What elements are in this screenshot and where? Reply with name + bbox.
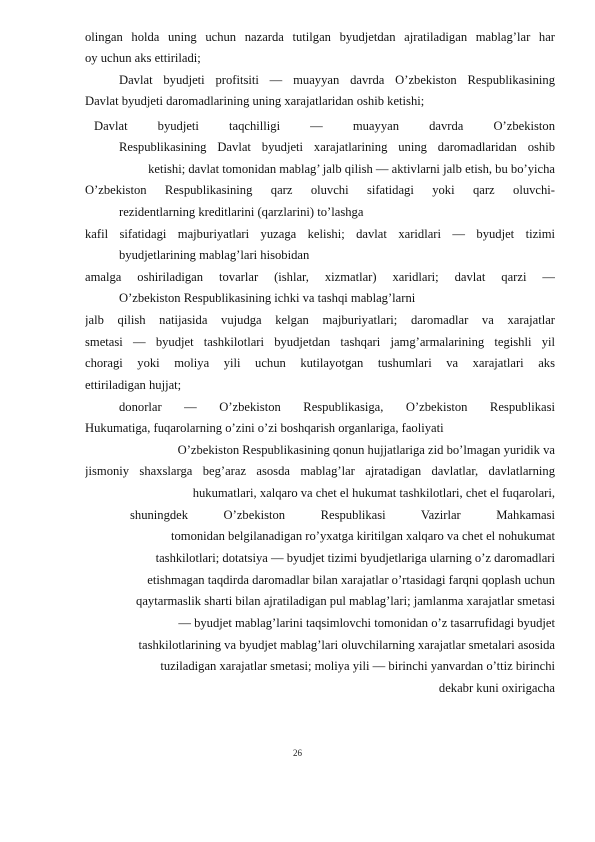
text-line: amalga oshiriladigan tovarlar (ishlar, xizmatlar) xaridlari; davlat qarzi — — [85, 270, 555, 284]
text-line: donorlar — O’zbekiston Respublikasiga, O’zbekiston Respublikasi — [119, 400, 555, 414]
text-line: olingan holda uning uchun nazarda tutilgan byudjetdan ajratiladigan mablag’lar har — [85, 30, 555, 44]
text-line: O’zbekiston Respublikasining ichki va tashqi mablag’larni — [119, 291, 416, 305]
text-line: jismoniy shaxslarga beg’araz asosda mablag’lar ajratadigan davlatlar, davlatlarning — [85, 464, 555, 478]
text-line: jalb qilish natijasida vujudga kelgan majburiyatlari; daromadlar va xarajatlar — [85, 313, 555, 327]
text-line: tashkilotlarining va byudjet mablag’lari oluvchilarning xarajatlar smetalari asosida — [138, 638, 555, 652]
text-line: ettiriladigan hujjat; — [85, 378, 182, 392]
text-line: dekabr kuni oxirigacha — [438, 681, 555, 695]
text-line: Respublikasining Davlat byudjeti xarajatlarining uning daromadlaridan oshib — [119, 140, 555, 154]
text-line: tashkilotlari; dotatsiya — byudjet tizimi byudjetlariga ularning o’z daromadlari — [155, 551, 555, 565]
text-line: smetasi — byudjet tashkilotlari byudjetdan tashqari jamg’armalarining tegishli yil — [85, 335, 555, 349]
text-line: hukumatlari, xalqaro va chet el hukumat tashkilotlari, chet el fuqarolari, — [192, 486, 555, 500]
text-line: ketishi; davlat tomonidan mablag’ jalb qilish — aktivlarni jalb etish, bu bo’yicha — [148, 162, 555, 176]
text-line: O’zbekiston Respublikasining qarz oluvchi sifatidagi yoki qarz oluvchi- — [85, 183, 555, 197]
text-line: tuziladigan xarajatlar smetasi; moliya yili — birinchi yanvardan o’ttiz birinchi — [160, 659, 555, 673]
text-line: rezidentlarning kreditlarini (qarzlarini) to’lashga — [119, 205, 364, 219]
text-line: — byudjet mablag’larini taqsimlovchi tomonidan o’z tasarrufidagi byudjet — [178, 616, 555, 630]
text-line: qaytarmaslik sharti bilan ajratiladigan pul mablag’lari; jamlanma xarajatlar smetasi — [136, 594, 555, 608]
text-line: Hukumatiga, fuqarolarning o’zini o’zi boshqarish organlariga, faoliyati — [85, 421, 444, 435]
text-line: etishmagan taqdirda daromadlar bilan xarajatlar o’rtasidagi farqni qoplash uchun — [147, 573, 555, 587]
text-line: Davlat byudjeti daromadlarining uning xarajatlaridan oshib ketishi; — [85, 94, 425, 108]
text-line: Davlat byudjeti profitsiti — muayyan davrda O’zbekiston Respublikasining — [119, 73, 555, 87]
text-line: byudjetlarining mablag’lari hisobidan — [119, 248, 310, 262]
text-line: shuningdek O’zbekiston Respublikasi Vazirlar Mahkamasi — [130, 508, 555, 522]
page-number: 26 — [293, 748, 302, 758]
text-line: oy uchun aks ettiriladi; — [85, 51, 201, 65]
text-line: tomonidan belgilanadigan ro’yxatga kiritilgan xalqaro va chet el nohukumat — [171, 529, 555, 543]
text-line: Davlat byudjeti taqchilligi — muayyan davrda O’zbekiston — [94, 119, 555, 133]
text-line: kafil sifatidagi majburiyatlari yuzaga kelishi; davlat xaridlari — byudjet tizimi — [85, 227, 555, 241]
text-line: choragi yoki moliya yili uchun kutilayotgan tushumlari va xarajatlari aks — [85, 356, 555, 370]
text-line: O’zbekiston Respublikasining qonun hujjatlariga zid bo’lmagan yuridik va — [177, 443, 555, 457]
